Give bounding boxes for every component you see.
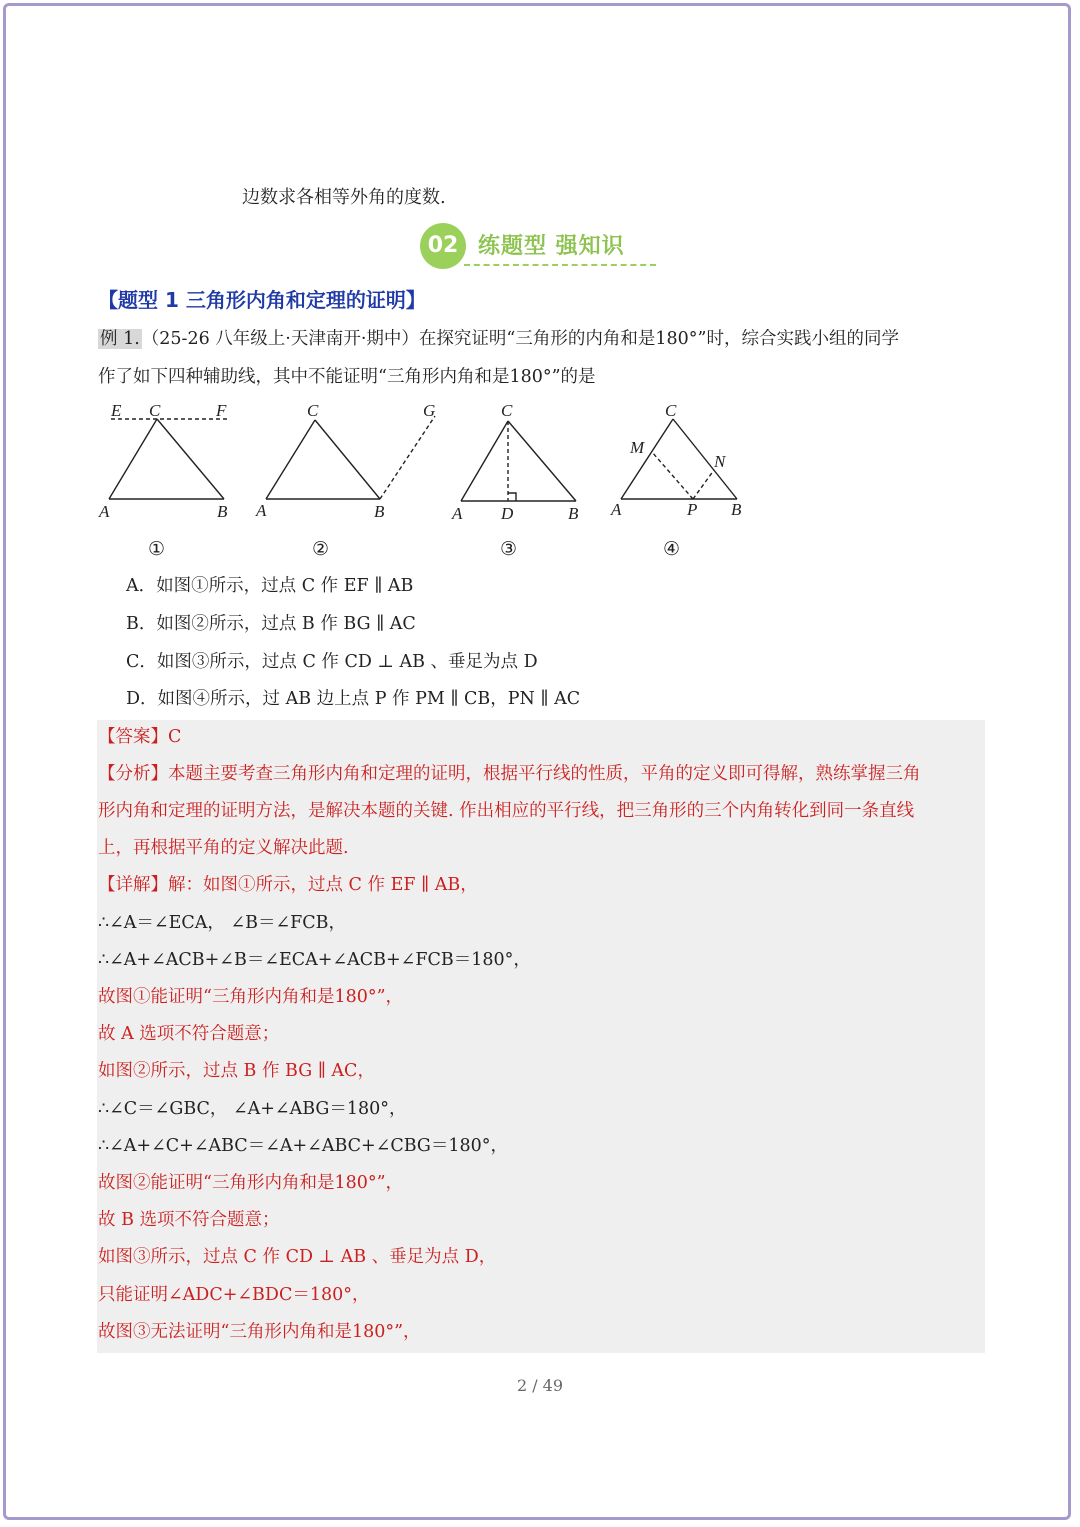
fig3-label-a: A xyxy=(452,504,463,523)
figure-3 xyxy=(451,401,579,523)
figure-label-1: ① xyxy=(148,538,166,560)
fig2-label-c: C xyxy=(307,401,319,420)
detail-line-6: 如图②所示，过点 B 作 BG ∥ AC， xyxy=(98,1061,375,1081)
option-c: C．如图③所示，过点 C 作 CD ⊥ AB 、垂足为点 D xyxy=(126,652,538,672)
figure-4 xyxy=(610,401,742,519)
badge-number: 02 xyxy=(420,223,466,269)
fig4-line-pn xyxy=(693,470,714,499)
analysis-line-3: 上，再根据平角的定义解决此题. xyxy=(98,838,349,858)
section-badge xyxy=(420,223,660,271)
question-line-2: 作了如下四种辅助线，其中不能证明“三角形内角和是180°”的是 xyxy=(98,367,596,387)
detail-line-5: 故 A 选项不符合题意； xyxy=(98,1024,280,1044)
detail-line-11: 如图③所示，过点 C 作 CD ⊥ AB 、垂足为点 D， xyxy=(98,1247,497,1267)
fig4-label-n: N xyxy=(714,452,726,471)
detail-line-1: 【详解】解：如图①所示，过点 C 作 EF ∥ AB， xyxy=(98,875,478,895)
detail-line-13: 故图③无法证明“三角形内角和是180°”， xyxy=(98,1322,421,1342)
geometry-figures xyxy=(95,398,755,526)
fig2-side-cb xyxy=(315,420,380,499)
figure-2 xyxy=(255,401,435,521)
question-line-1 xyxy=(98,325,899,350)
fig1-label-f: F xyxy=(216,401,227,420)
detail-line-8: ∴∠A+∠C+∠ABC＝∠A+∠ABC+∠CBG＝180°， xyxy=(98,1136,509,1156)
option-b: B．如图②所示，过点 B 作 BG ∥ AC xyxy=(126,614,416,634)
fig2-label-b: B xyxy=(374,502,385,521)
fig1-side-cb xyxy=(157,419,224,499)
detail-line-9: 故图②能证明“三角形内角和是180°”， xyxy=(98,1173,404,1193)
question-label: 例 1. xyxy=(100,329,140,349)
fig4-label-c: C xyxy=(665,401,677,420)
detail-line-10: 故 B 选项不符合题意； xyxy=(98,1210,280,1230)
detail-line-7: ∴∠C＝∠GBC， ∠A+∠ABG＝180°， xyxy=(98,1099,407,1119)
fig3-side-cb xyxy=(508,421,576,501)
fig3-side-ac xyxy=(461,421,508,501)
detail-line-4: 故图①能证明“三角形内角和是180°”， xyxy=(98,987,404,1007)
fig3-label-c: C xyxy=(501,401,513,420)
figure-1 xyxy=(98,401,228,521)
fig2-label-g: G xyxy=(423,401,436,420)
fig3-label-b: B xyxy=(568,504,579,523)
fig4-label-m: M xyxy=(630,438,645,457)
question-text-1: （25-26 八年级上·天津南开·期中）在探究证明“三角形的内角和是180°”时，综合实践小组的同学 xyxy=(141,329,899,349)
detail-line-2: ∴∠A＝∠ECA， ∠B＝∠FCB， xyxy=(98,913,347,933)
option-a: A．如图①所示，过点 C 作 EF ∥ AB xyxy=(126,576,414,596)
page-number: 2 / 49 xyxy=(516,1376,564,1395)
detail-line-12: 只能证明∠ADC+∠BDC＝180°， xyxy=(98,1285,370,1305)
intro-line: 边数求各相等外角的度数. xyxy=(242,187,446,208)
fig3-right-angle-mark xyxy=(508,493,516,501)
fig1-side-ac xyxy=(109,419,157,499)
badge-underline xyxy=(464,264,656,266)
section-title: 【题型 1 三角形内角和定理的证明】 xyxy=(98,288,426,312)
fig4-label-b: B xyxy=(731,500,742,519)
fig2-side-ac xyxy=(266,420,315,499)
figure-label-3: ③ xyxy=(500,538,518,560)
analysis-line-2: 形内角和定理的证明方法，是解决本题的关键. 作出相应的平行线，把三角形的三个内角转化到同一条直线 xyxy=(98,801,915,821)
figure-label-4: ④ xyxy=(663,538,681,560)
fig3-label-d: D xyxy=(501,504,514,523)
detail-line-3: ∴∠A+∠ACB+∠B＝∠ECA+∠ACB+∠FCB＝180°， xyxy=(98,950,531,970)
fig2-label-a: A xyxy=(256,501,267,520)
answer-line: 【答案】C xyxy=(98,727,182,747)
fig4-line-pm xyxy=(652,452,693,499)
fig4-label-p: P xyxy=(687,500,698,519)
fig1-label-b: B xyxy=(217,502,228,521)
option-d: D．如图④所示，过 AB 边上点 P 作 PM ∥ CB，PN ∥ AC xyxy=(126,689,581,709)
fig1-label-a: A xyxy=(99,502,110,521)
analysis-line-1: 【分析】本题主要考查三角形内角和定理的证明，根据平行线的性质，平角的定义即可得解，熟练掌握三角 xyxy=(98,764,921,784)
figure-label-2: ② xyxy=(312,538,330,560)
fig1-label-e: E xyxy=(111,401,122,420)
fig4-label-a: A xyxy=(611,500,622,519)
fig2-line-bg xyxy=(380,416,435,499)
fig4-side-ac xyxy=(621,419,673,499)
badge-text: 练题型 强知识 xyxy=(478,234,625,259)
fig1-label-c: C xyxy=(149,401,161,420)
